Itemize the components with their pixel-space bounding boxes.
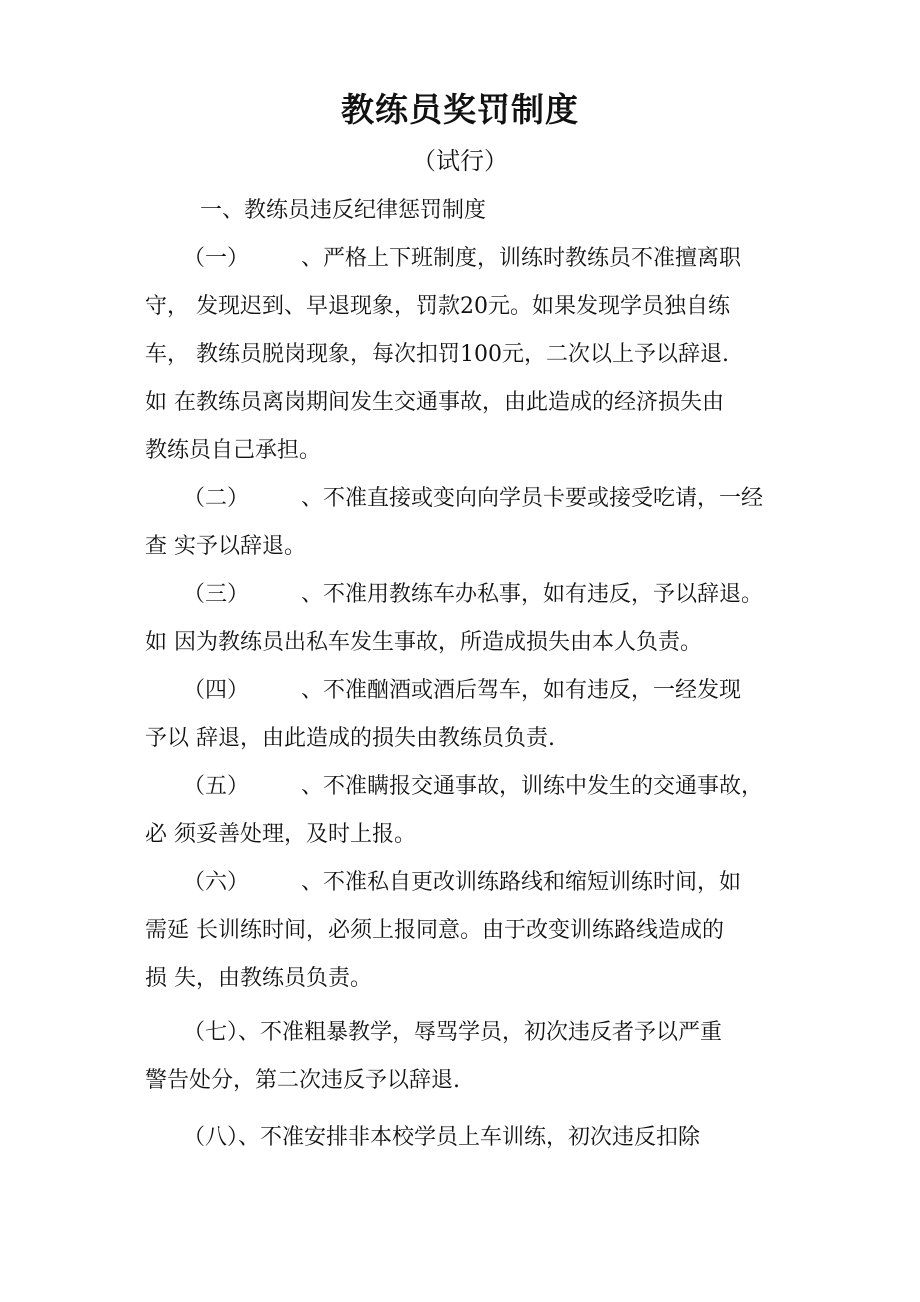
clause-8-marker: （八） — [183, 1125, 239, 1150]
clause-4-line-2: 予以 辞退，由此造成的损失由教练员负责. — [145, 726, 555, 751]
clause-4-line-1: 、不准酗酒或酒后驾车，如有违反，一经发现 — [301, 678, 742, 703]
clause-6-line-1: 、不准私自更改训练路线和缩短训练时间，如 — [301, 870, 742, 895]
clause-6-marker: （六） — [183, 870, 250, 895]
clause-1-line-2: 守， 发现迟到、早退现象，罚款20元。如果发现学员独自练 — [145, 294, 730, 319]
clause-5-line-2: 必 须妥善处理，及时上报。 — [145, 822, 416, 847]
clause-5-line-1: 、不准瞒报交通事故，训练中发生的交通事故， — [301, 774, 764, 799]
clause-3-marker: （三） — [183, 582, 250, 607]
clause-1-line-5: 教练员自己承担。 — [145, 438, 322, 463]
clause-6-first-line — [183, 865, 741, 901]
clause-1-line-1: 、严格上下班制度，训练时教练员不准擅离职 — [301, 246, 742, 271]
clause-1-marker: （一） — [183, 246, 250, 271]
clause-7-line-2: 警告处分，第二次违反予以辞退. — [145, 1068, 460, 1093]
clause-3-line-1: 、不准用教练车办私事，如有违反，予以辞退。 — [301, 582, 764, 607]
clause-3-first-line — [183, 577, 763, 613]
clause-8-first-line — [183, 1120, 700, 1156]
clause-4-first-line — [183, 673, 741, 709]
clause-5-first-line — [183, 769, 763, 805]
clause-2-marker: （二） — [183, 486, 250, 511]
section-heading: 一、教练员违反纪律惩罚制度 — [200, 198, 487, 223]
clause-5-marker: （五） — [183, 774, 250, 799]
clause-2-line-2: 查 实予以辞退。 — [145, 534, 306, 559]
clause-1-first-line — [183, 241, 741, 277]
clause-7-marker: （七） — [183, 1020, 239, 1045]
clause-7-first-line — [183, 1015, 722, 1051]
clause-8-line-1: 、不准安排非本校学员上车训练，初次违反扣除 — [238, 1125, 701, 1150]
clause-7-line-1: 、不准粗暴教学，辱骂学员，初次违反者予以严重 — [238, 1020, 723, 1045]
clause-2-line-1: 、不准直接或变向向学员卡要或接受吃请，一经 — [301, 486, 764, 511]
clause-1-line-3: 车， 教练员脱岗现象，每次扣罚100元，二次以上予以辞退. — [145, 342, 729, 367]
clause-4-marker: （四） — [183, 678, 250, 703]
clause-3-line-2: 如 因为教练员出私车发生事故，所造成损失由本人负责。 — [145, 630, 702, 655]
document-title: 教练员奖罚制度 — [341, 90, 579, 129]
clause-6-line-3: 损 失，由教练员负责。 — [145, 966, 372, 991]
document-subtitle: （试行） — [412, 147, 508, 175]
clause-1-line-4: 如 在教练员离岗期间发生交通事故，由此造成的经济损失由 — [145, 390, 724, 415]
clause-6-line-2: 需延 长训练时间，必须上报同意。由于改变训练路线造成的 — [145, 918, 724, 943]
clause-2-first-line — [183, 481, 763, 517]
